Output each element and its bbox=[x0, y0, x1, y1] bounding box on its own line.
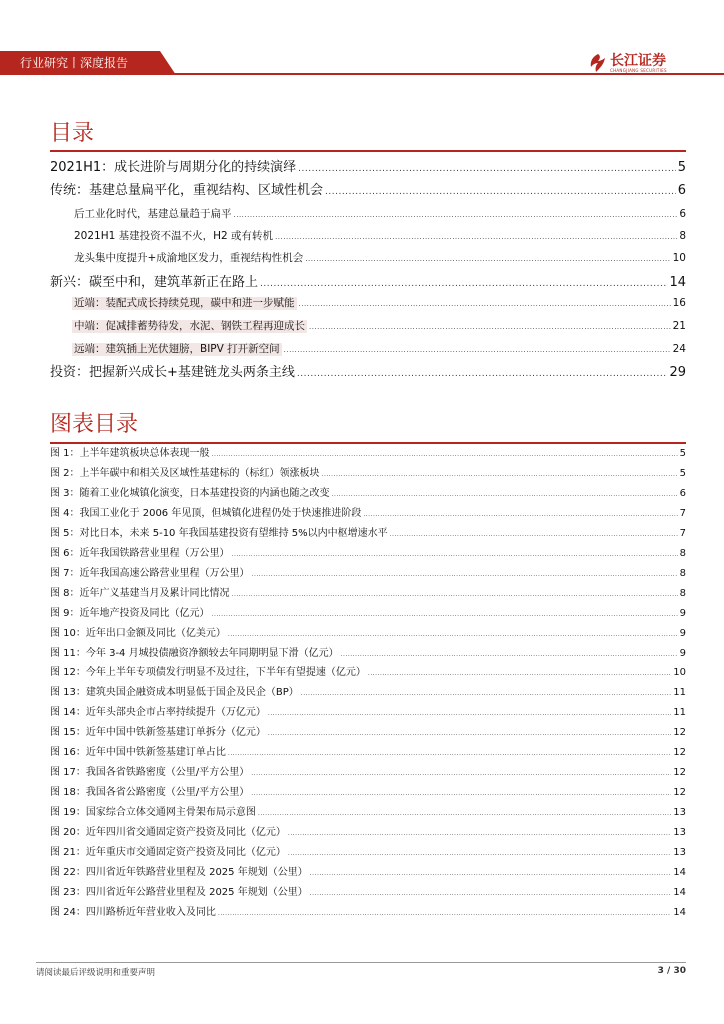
figure-entry[interactable] bbox=[50, 766, 686, 780]
figure-leader-dots bbox=[288, 846, 671, 860]
toc-entry-label: 投资：把握新兴成长+基建链龙头两条主线 bbox=[50, 365, 295, 380]
toc-entry-page: 14 bbox=[669, 275, 686, 290]
figure-entry-label: 图 21：近年重庆市交通固定资产投资及同比（亿元） bbox=[50, 847, 286, 858]
figure-entry-label: 图 23：四川省近年公路营业里程及 2025 年规划（公里） bbox=[50, 887, 308, 898]
figure-entry-page: 9 bbox=[679, 628, 686, 639]
figure-entry-label: 图 20：近年四川省交通固定资产投资及同比（亿元） bbox=[50, 827, 286, 838]
figure-leader-dots bbox=[288, 826, 671, 840]
toc-entry-page: 8 bbox=[679, 230, 686, 242]
figure-entry-label: 图 6：近年我国铁路营业里程（万公里） bbox=[50, 548, 230, 559]
figure-entry[interactable] bbox=[50, 547, 686, 561]
figure-entry-page: 7 bbox=[679, 508, 686, 519]
toc-leader-dots bbox=[260, 275, 667, 292]
figure-entry[interactable] bbox=[50, 866, 686, 880]
figure-entry[interactable] bbox=[50, 726, 686, 740]
figure-entry-page: 5 bbox=[679, 468, 686, 479]
figure-entry-page: 9 bbox=[679, 648, 686, 659]
footer-disclaimer: 请阅读最后评级说明和重要声明 bbox=[36, 968, 156, 978]
figure-leader-dots bbox=[310, 866, 672, 880]
figure-entry-label: 图 5：对比日本，未来 5-10 年我国基建投资有望维持 5%以内中枢增速水平 bbox=[50, 528, 388, 539]
figure-entry[interactable] bbox=[50, 447, 686, 461]
figure-leader-dots bbox=[363, 507, 677, 521]
figure-entry-label: 图 11：今年 3-4 月城投债融资净额较去年同期明显下滑（亿元） bbox=[50, 648, 339, 659]
toc-entry[interactable] bbox=[50, 275, 686, 292]
figure-entry-page: 14 bbox=[673, 887, 686, 898]
toc-entry-page: 21 bbox=[672, 320, 686, 332]
toc-entry-label: 近端：装配式成长持续兑现，碳中和进一步赋能 bbox=[74, 297, 295, 309]
figure-leader-dots bbox=[252, 567, 678, 581]
toc-entry-page: 29 bbox=[669, 365, 686, 380]
figure-entry-label: 图 22：四川省近年铁路营业里程及 2025 年规划（公里） bbox=[50, 867, 308, 878]
figure-entry[interactable] bbox=[50, 886, 686, 900]
toc-entry-label: 传统：基建总量扁平化，重视结构、区域性机会 bbox=[50, 183, 324, 198]
toc-entry-label: 后工业化时代，基建总量趋于扁平 bbox=[74, 208, 232, 220]
figure-entry-page: 12 bbox=[673, 767, 686, 778]
toc-title: 目录 bbox=[50, 121, 95, 146]
toc-entry[interactable] bbox=[50, 160, 686, 177]
figure-leader-dots bbox=[258, 806, 671, 820]
toc-leader-dots bbox=[234, 208, 678, 222]
figure-leader-dots bbox=[332, 487, 678, 501]
figure-entry-page: 8 bbox=[679, 568, 686, 579]
figure-leader-dots bbox=[228, 627, 678, 641]
figures-title: 图表目录 bbox=[50, 412, 139, 437]
toc-entry-label: 远端：建筑插上光伏翅膀，BIPV 打开新空间 bbox=[74, 343, 280, 355]
toc-entry-page: 5 bbox=[677, 160, 686, 175]
figure-entry-label: 图 2：上半年碳中和相关及区域性基建标的（标红）领涨板块 bbox=[50, 468, 320, 479]
figure-entry-page: 14 bbox=[673, 907, 686, 918]
figures-title-rule bbox=[50, 442, 686, 444]
figure-entry-page: 13 bbox=[673, 827, 686, 838]
figure-entry-page: 12 bbox=[673, 727, 686, 738]
figure-entry[interactable] bbox=[50, 607, 686, 621]
toc-leader-dots bbox=[309, 320, 671, 334]
figure-entry[interactable] bbox=[50, 806, 686, 820]
figure-entry-page: 9 bbox=[679, 608, 686, 619]
figure-entry[interactable] bbox=[50, 746, 686, 760]
figure-leader-dots bbox=[212, 607, 678, 621]
figure-entry-label: 图 18：我国各省公路密度（公里/平方公里） bbox=[50, 787, 250, 798]
brand-logo-name: 长江证券 bbox=[610, 53, 666, 69]
figure-leader-dots bbox=[310, 886, 672, 900]
figure-entry[interactable] bbox=[50, 527, 686, 541]
header-rule bbox=[0, 73, 724, 75]
figure-entry-page: 6 bbox=[679, 488, 686, 499]
figure-entry[interactable] bbox=[50, 467, 686, 481]
figure-leader-dots bbox=[228, 746, 671, 760]
toc-entry[interactable] bbox=[50, 365, 686, 382]
figure-entry[interactable] bbox=[50, 567, 686, 581]
toc-leader-dots bbox=[297, 365, 668, 382]
toc-leader-dots bbox=[298, 160, 676, 177]
list-of-figures bbox=[50, 447, 686, 917]
figure-entry-page: 11 bbox=[673, 687, 686, 698]
toc-entry[interactable] bbox=[50, 230, 686, 244]
toc-entry[interactable] bbox=[50, 320, 686, 334]
figure-entry-page: 11 bbox=[673, 707, 686, 718]
figure-entry-page: 8 bbox=[679, 548, 686, 559]
figure-entry[interactable] bbox=[50, 706, 686, 720]
toc-title-rule bbox=[50, 150, 686, 152]
figure-leader-dots bbox=[232, 547, 678, 561]
figure-entry-label: 图 9：近年地产投资及同比（亿元） bbox=[50, 608, 210, 619]
table-of-contents bbox=[50, 158, 686, 386]
toc-entry-page: 24 bbox=[672, 343, 686, 355]
page-number: 3 / 30 bbox=[657, 966, 686, 976]
figure-entry-label: 图 12：今年上半年专项债发行明显不及过往，下半年有望提速（亿元） bbox=[50, 667, 366, 678]
footer-rule bbox=[36, 962, 686, 963]
figure-entry-label: 图 8：近年广义基建当月及累计同比情况 bbox=[50, 588, 230, 599]
figure-entry-label: 图 7：近年我国高速公路营业里程（万公里） bbox=[50, 568, 250, 579]
toc-leader-dots bbox=[275, 230, 677, 244]
figure-entry-label: 图 1：上半年建筑板块总体表现一般 bbox=[50, 448, 210, 459]
toc-entry-page: 6 bbox=[679, 208, 686, 220]
toc-leader-dots bbox=[325, 183, 676, 200]
toc-entry[interactable] bbox=[50, 343, 686, 357]
figure-entry-label: 图 14：近年头部央企市占率持续提升（万亿元） bbox=[50, 707, 266, 718]
figure-entry-page: 8 bbox=[679, 588, 686, 599]
toc-leader-dots bbox=[284, 343, 671, 357]
figure-entry-label: 图 15：近年中国中铁新签基建订单拆分（亿元） bbox=[50, 727, 266, 738]
figure-entry-page: 5 bbox=[679, 448, 686, 459]
figure-entry-page: 7 bbox=[679, 528, 686, 539]
figure-leader-dots bbox=[268, 706, 671, 720]
figure-entry-label: 图 17：我国各省铁路密度（公里/平方公里） bbox=[50, 767, 250, 778]
figure-leader-dots bbox=[268, 726, 671, 740]
toc-entry-page: 6 bbox=[677, 183, 686, 198]
figure-leader-dots bbox=[251, 786, 671, 800]
figure-entry-page: 12 bbox=[673, 747, 686, 758]
brand-logo-icon bbox=[588, 53, 608, 73]
toc-entry-page: 16 bbox=[672, 297, 686, 309]
brand-logo bbox=[588, 53, 688, 73]
figure-entry[interactable] bbox=[50, 587, 686, 601]
figure-entry[interactable] bbox=[50, 627, 686, 641]
toc-entry-page: 10 bbox=[672, 252, 686, 264]
figure-entry[interactable] bbox=[50, 906, 686, 920]
figure-entry-page: 12 bbox=[673, 787, 686, 798]
report-section-label: 行业研究丨深度报告 bbox=[20, 56, 129, 70]
figure-entry[interactable] bbox=[50, 666, 686, 680]
figure-entry-label: 图 16：近年中国中铁新签基建订单占比 bbox=[50, 747, 226, 758]
figure-leader-dots bbox=[251, 766, 671, 780]
figure-entry-label: 图 13：建筑央国企融资成本明显低于国企及民企（BP） bbox=[50, 687, 299, 698]
toc-leader-dots bbox=[299, 297, 671, 311]
figure-entry[interactable] bbox=[50, 846, 686, 860]
figure-entry-label: 图 19：国家综合立体交通网主骨架布局示意图 bbox=[50, 807, 256, 818]
figure-leader-dots bbox=[341, 647, 678, 661]
toc-entry[interactable] bbox=[50, 208, 686, 222]
toc-entry-label: 新兴：碳至中和，建筑革新正在路上 bbox=[50, 275, 259, 290]
toc-entry-label: 中端：促减排蓄势待发，水泥、钢铁工程再迎成长 bbox=[74, 320, 305, 332]
figure-entry-page: 10 bbox=[673, 667, 686, 678]
toc-leader-dots bbox=[305, 252, 670, 266]
figure-entry-label: 图 10：近年出口金额及同比（亿美元） bbox=[50, 628, 226, 639]
toc-entry[interactable] bbox=[50, 252, 686, 266]
figure-leader-dots bbox=[218, 906, 671, 920]
figure-entry[interactable] bbox=[50, 686, 686, 700]
figure-entry[interactable] bbox=[50, 647, 686, 661]
figure-entry-page: 13 bbox=[673, 847, 686, 858]
figure-entry[interactable] bbox=[50, 487, 686, 501]
figure-entry[interactable] bbox=[50, 826, 686, 840]
figure-entry[interactable] bbox=[50, 786, 686, 800]
toc-entry-label: 2021H1：成长进阶与周期分化的持续演绎 bbox=[50, 160, 297, 175]
figure-entry-label: 图 4：我国工业化于 2006 年见顶，但城镇化进程仍处于快速推进阶段 bbox=[50, 508, 362, 519]
figure-entry-label: 图 24：四川路桥近年营业收入及同比 bbox=[50, 907, 216, 918]
toc-entry-label: 2021H1 基建投资不温不火，H2 或有转机 bbox=[74, 230, 274, 242]
toc-entry[interactable] bbox=[50, 183, 686, 200]
brand-logo-subtitle: CHANGJIANG SECURITIES bbox=[610, 68, 667, 73]
figure-leader-dots bbox=[301, 686, 671, 700]
figure-leader-dots bbox=[390, 527, 678, 541]
figure-entry-label: 图 3：随着工业化城镇化演变，日本基建投资的内涵也随之改变 bbox=[50, 488, 330, 499]
figure-leader-dots bbox=[212, 447, 678, 461]
toc-entry-label: 龙头集中度提升+成渝地区发力，重视结构性机会 bbox=[74, 252, 304, 264]
figure-leader-dots bbox=[232, 587, 678, 601]
figure-leader-dots bbox=[368, 666, 671, 680]
figure-entry-page: 14 bbox=[673, 867, 686, 878]
figure-entry-page: 13 bbox=[673, 807, 686, 818]
figure-leader-dots bbox=[322, 467, 678, 481]
toc-entry[interactable] bbox=[50, 297, 686, 311]
figure-entry[interactable] bbox=[50, 507, 686, 521]
